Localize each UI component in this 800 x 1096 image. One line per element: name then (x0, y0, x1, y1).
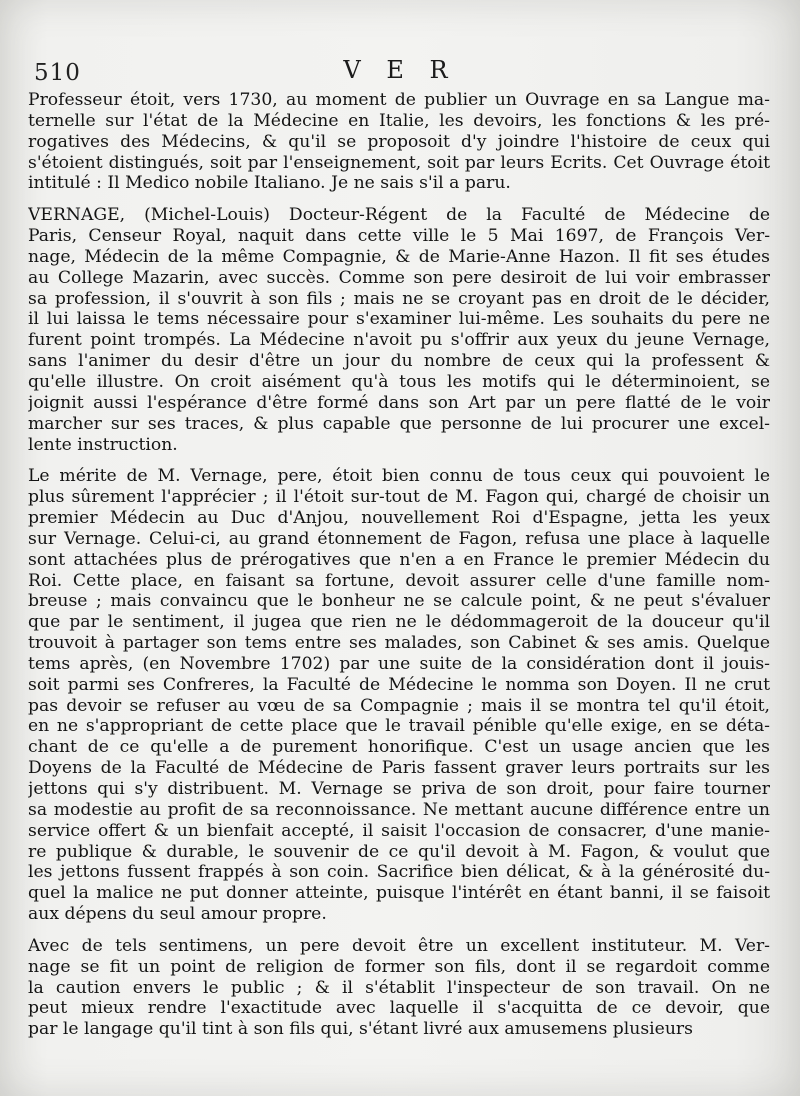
text-line: Paris, Censeur Royal, naquit dans cette ville le 5 Mai 1697, de François Ver- (28, 226, 770, 247)
text-line: marcher sur ses traces, & plus capable que personne de lui procurer une excel- (28, 413, 770, 434)
paragraph-education (28, 936, 770, 1040)
text-line: rogatives des Médecins, & qu'il se proposoit d'y joindre l'histoire de ceux qui (28, 131, 770, 152)
text-line: sur Vernage. Celui-ci, au grand étonnement de Fagon, refusa une place à laquelle (28, 528, 770, 549)
text-line: peut mieux rendre l'exactitude avec laquelle il s'acquitta de ce devoir, que (28, 998, 770, 1019)
text-line: ternelle sur l'état de la Médecine en Italie, les devoirs, les fonctions & les pré- (28, 110, 770, 131)
running-head: V E R (343, 56, 457, 84)
text-line: chant de ce qu'elle a de purement honorifique. C'est un usage ancien que les (28, 737, 770, 758)
text-line: sa modestie au profit de sa reconnoissance. Ne mettant aucune différence entre un (28, 799, 770, 820)
text-line: furent point trompés. La Médecine n'avoit pu s'offrir aux yeux du jeune Vernage, (28, 330, 770, 351)
text-line: lente instruction. (28, 434, 178, 455)
text-line: sans l'animer du desir d'être un jour du nombre de ceux qui la professent & (28, 351, 770, 372)
text-line: aux dépens du seul amour propre. (28, 904, 327, 925)
page-header (28, 56, 772, 90)
text-line: que par le sentiment, il jugea que rien ne le dédommageroit de la douceur qu'il (28, 612, 770, 633)
paragraph-vernage-entry (28, 205, 770, 455)
text-line: joignit aussi l'espérance d'être formé dans son Art par un pere flatté de le voir (28, 392, 770, 413)
text-line: nage se fit un point de religion de former son fils, dont il se regardoit comme (28, 956, 770, 977)
text-line: trouvoit à partager son tems entre ses malades, son Cabinet & ses amis. Quelque (28, 633, 770, 654)
text-line: Avec de tels sentimens, un pere devoit être un excellent instituteur. M. Ver- (28, 935, 770, 956)
text-line: jettons qui s'y distribuent. M. Vernage se priva de son droit, pour faire tourner (28, 779, 770, 799)
text-line: Doyens de la Faculté de Médecine de Paris fassent graver leurs portraits sur les (28, 758, 770, 779)
text-line: en ne s'appropriant de cette place que le travail pénible qu'elle exige, en se déta- (28, 716, 770, 737)
page-number: 510 (34, 60, 81, 86)
text-line: il lui laissa le tems nécessaire pour s'examiner lui-même. Les souhaits du pere ne (28, 309, 770, 330)
paragraph-continuation (28, 90, 770, 194)
text-line: les jettons fussent frappés à son coin. Sacrifice bien délicat, & à la générosité du- (28, 862, 770, 883)
text-line: au College Mazarin, avec succès. Comme son pere desiroit de lui voir embrasser (28, 267, 770, 288)
body-text (28, 90, 770, 1040)
text-line: sont attachées plus de prérogatives que n'en a en France le premier Médecin du (28, 549, 770, 570)
text-line: plus sûrement l'apprécier ; il l'étoit sur-tout de M. Fagon qui, chargé de choisir un (28, 487, 770, 508)
text-line: premier Médecin au Duc d'Anjou, nouvellement Roi d'Espagne, jetta les yeux (28, 508, 770, 529)
text-line: VERNAGE, (Michel-Louis) Docteur-Régent de la Faculté de Médecine de (28, 205, 770, 226)
text-line: la caution envers le public ; & il s'établit l'inspecteur de son travail. On ne (28, 977, 770, 998)
text-line: par le langage qu'il tint à son fils qui, s'étant livré aux amusemens plusieurs (28, 1019, 693, 1040)
text-line: Roi. Cette place, en faisant sa fortune, devoit assurer celle d'une famille nom- (28, 570, 770, 591)
text-line: sa profession, il s'ouvrit à son fils ; mais ne se croyant pas en droit de le décider, (28, 288, 770, 309)
text-line: nage, Médecin de la même Compagnie, & de Marie-Anne Hazon. Il fit ses études (28, 246, 770, 267)
text-line: qu'elle illustre. On croit aisément qu'à tous les motifs qui le déterminoient, se (28, 371, 770, 392)
text-line: service offert & un bienfait accepté, il saisit l'occasion de consacrer, d'une manie- (28, 820, 770, 841)
text-line: Professeur étoit, vers 1730, au moment de publier un Ouvrage en sa Langue ma- (28, 90, 770, 110)
text-line: breuse ; mais convaincu que le bonheur ne se calcule point, & ne peut s'évaluer (28, 591, 770, 612)
paragraph-merit (28, 466, 770, 925)
text-line: re publique & durable, le souvenir de ce qu'il devoit à M. Fagon, & voulut que (28, 841, 770, 862)
text-line: Le mérite de M. Vernage, pere, étoit bien connu de tous ceux qui pouvoient le (28, 466, 770, 487)
text-line: pas devoir se refuser au vœu de sa Compagnie ; mais il se montra tel qu'il étoit, (28, 695, 770, 716)
text-line: soit parmi ses Confreres, la Faculté de Médecine le nomma son Doyen. Il ne crut (28, 674, 770, 695)
text-line: s'étoient distingués, soit par l'enseignement, soit par leurs Ecrits. Cet Ouvrage étoit (28, 152, 770, 173)
text-line: tems après, (en Novembre 1702) par une suite de la considération dont il jouis- (28, 653, 770, 674)
text-line: intitulé : Il Medico nobile Italiano. Je ne sais s'il a paru. (28, 173, 511, 194)
text-line: quel la malice ne put donner atteinte, puisque l'intérêt en étant banni, il se faisoit (28, 883, 770, 904)
